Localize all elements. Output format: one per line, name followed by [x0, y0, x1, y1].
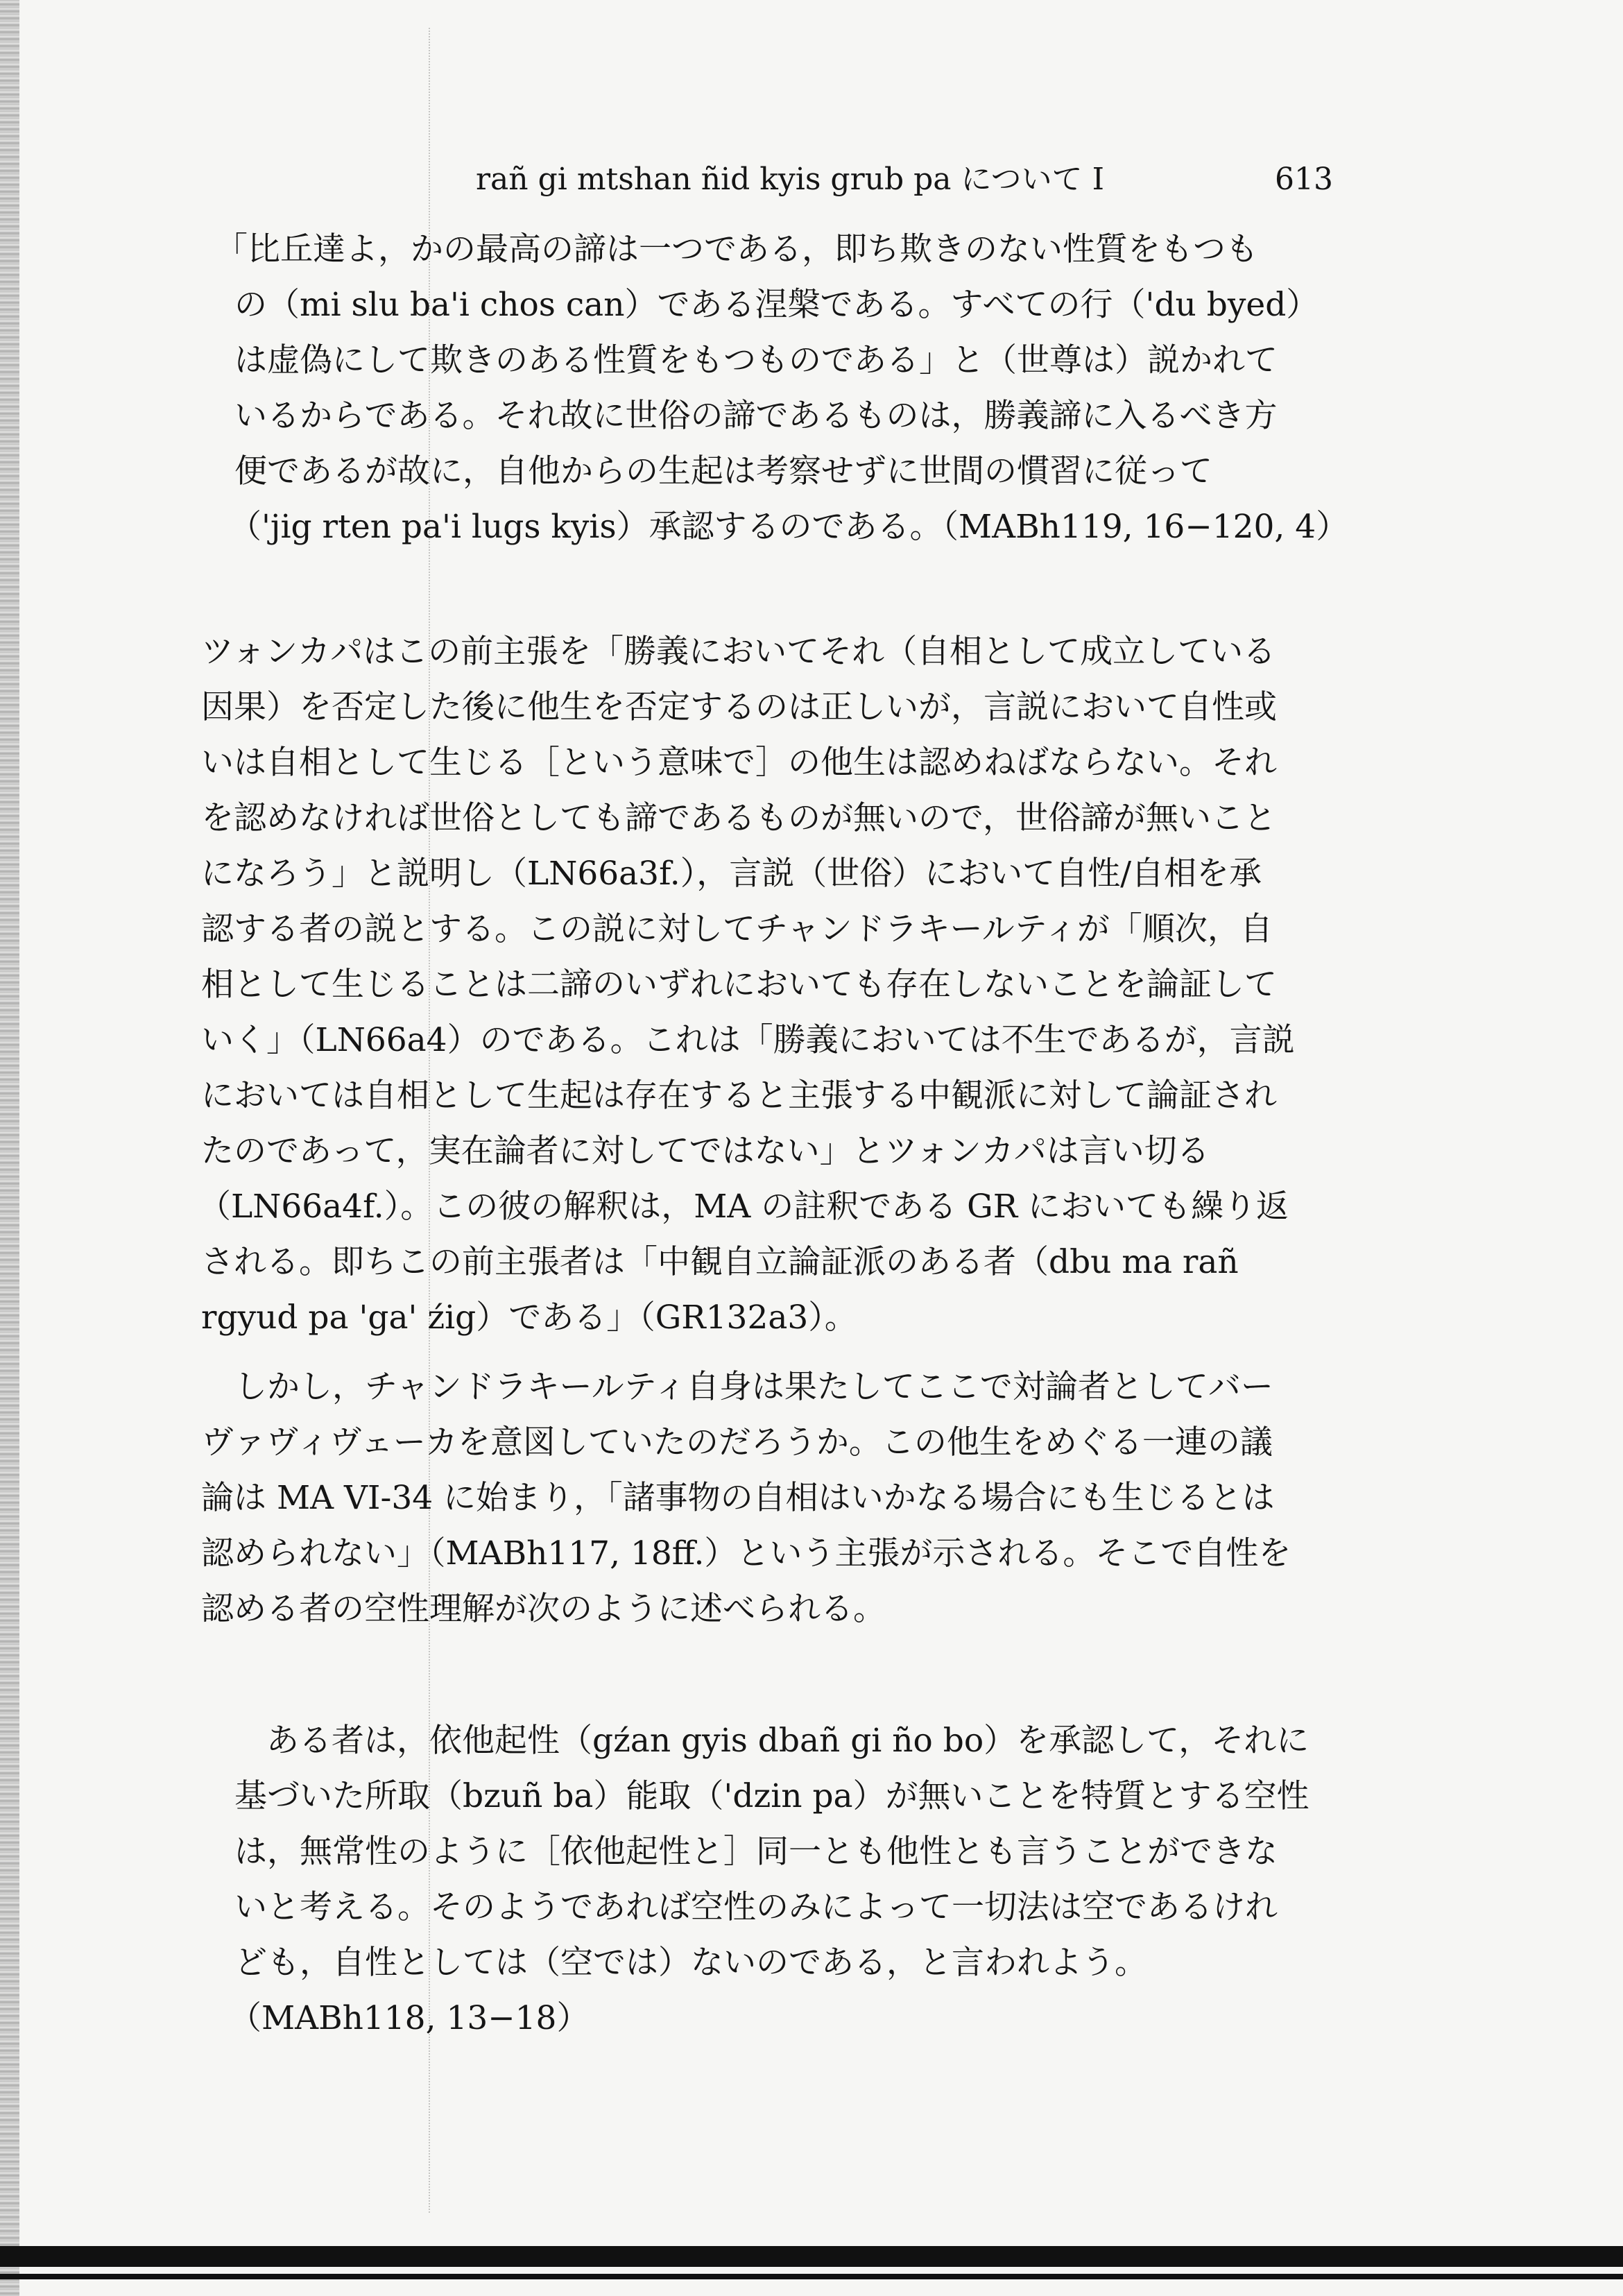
text-line: 便であるが故に，自他からの生起は考察せずに世間の慣習に従って	[234, 452, 1212, 490]
text-line: （MABh118, 13−18）	[229, 1999, 590, 2037]
page-header	[0, 155, 1623, 204]
text-line: ツォンカパはこの前主張を「勝義においてそれ（自相として成立している	[201, 633, 1276, 671]
text-line: においては自相として生起は存在すると主張する中観派に対して論証され	[201, 1077, 1277, 1115]
text-line: 認められない」（MABh117, 18ff.）という主張が示される。そこで自性を	[201, 1534, 1291, 1573]
page-number: 613	[1275, 162, 1333, 197]
scan-bottom-border	[0, 2246, 1623, 2267]
text-line: （'jig rten pa'i lugs kyis）承認するのである。（MABh119, 16−120, 4）	[229, 508, 1349, 546]
text-line: になろう」と説明し（LN66a3f.），言説（世俗）において自性/自相を承	[201, 855, 1262, 893]
running-head: rañ gi mtshan ñid kyis grub pa について Ⅰ	[476, 162, 1104, 197]
text-line: を認めなければ世俗としても諦であるものが無いので，世俗諦が無いこと	[201, 799, 1277, 837]
text-line: rgyud pa 'ga' źig）である」（GR132a3）。	[201, 1299, 857, 1337]
text-line: いは自相として生じる［という意味で］の他生は認めねばならない。それ	[201, 744, 1277, 782]
text-line: いるからである。それ故に世俗の諦であるものは，勝義諦に入るべき方	[234, 397, 1278, 435]
text-line: される。即ちこの前主張者は「中観自立論証派のある者（dbu ma rañ	[201, 1243, 1239, 1281]
text-line: ヴァヴィヴェーカを意図していたのだろうか。この他生をめぐる一連の議	[201, 1423, 1273, 1462]
text-line: いと考える。そのようであれば空性のみによって一切法は空であるけれ	[234, 1888, 1278, 1926]
text-line: の（mi slu ba'i chos can）である涅槃である。すべての行（'du byed）	[234, 286, 1319, 324]
text-line: 基づいた所取（bzuñ ba）能取（'dzin pa）が無いことを特質とする空性	[234, 1777, 1309, 1815]
text-line: いく」（LN66a4）のである。これは「勝義においては不生であるが，言説	[201, 1021, 1295, 1059]
text-line: は，無常性のように［依他起性と］同一とも他性とも言うことができな	[234, 1833, 1278, 1871]
scan-page-edge	[0, 0, 19, 2296]
text-line: 認する者の説とする。この説に対してチャンドラキールティが「順次，自	[201, 910, 1273, 948]
text-line: （LN66a4f.）。この彼の解釈は，MA の註釈である GR においても繰り返	[198, 1188, 1289, 1226]
text-line: 相として生じることは二諦のいずれにおいても存在しないことを論証して	[201, 966, 1277, 1004]
text-line: 論は MA VI-34 に始まり，「諸事物の自相はいかなる場合にも生じるとは	[201, 1479, 1275, 1517]
text-line: たのであって，実在論者に対してではない」とツォンカパは言い切る	[201, 1132, 1210, 1170]
text-line: ある者は，依他起性（gźan gyis dbañ gi ño bo）を承認して，それに	[266, 1722, 1309, 1760]
scan-bottom-border-thin	[0, 2274, 1623, 2279]
text-line: ども，自性としては（空では）ないのである，と言われよう。	[234, 1944, 1147, 1982]
text-line: は虚偽にして欺きのある性質をもつものである」と（世尊は）説かれて	[234, 341, 1278, 379]
text-line: 認める者の空性理解が次のように述べられる。	[201, 1590, 886, 1628]
text-line: 「比丘達よ，かの最高の諦は一つである，即ち欺きのない性質をもつも	[215, 230, 1258, 268]
text-line: 因果）を否定した後に他生を否定するのは正しいが，言説において自性或	[201, 688, 1277, 726]
text-line: しかし，チャンドラキールティ自身は果たしてここで対論者としてバー	[234, 1368, 1273, 1406]
